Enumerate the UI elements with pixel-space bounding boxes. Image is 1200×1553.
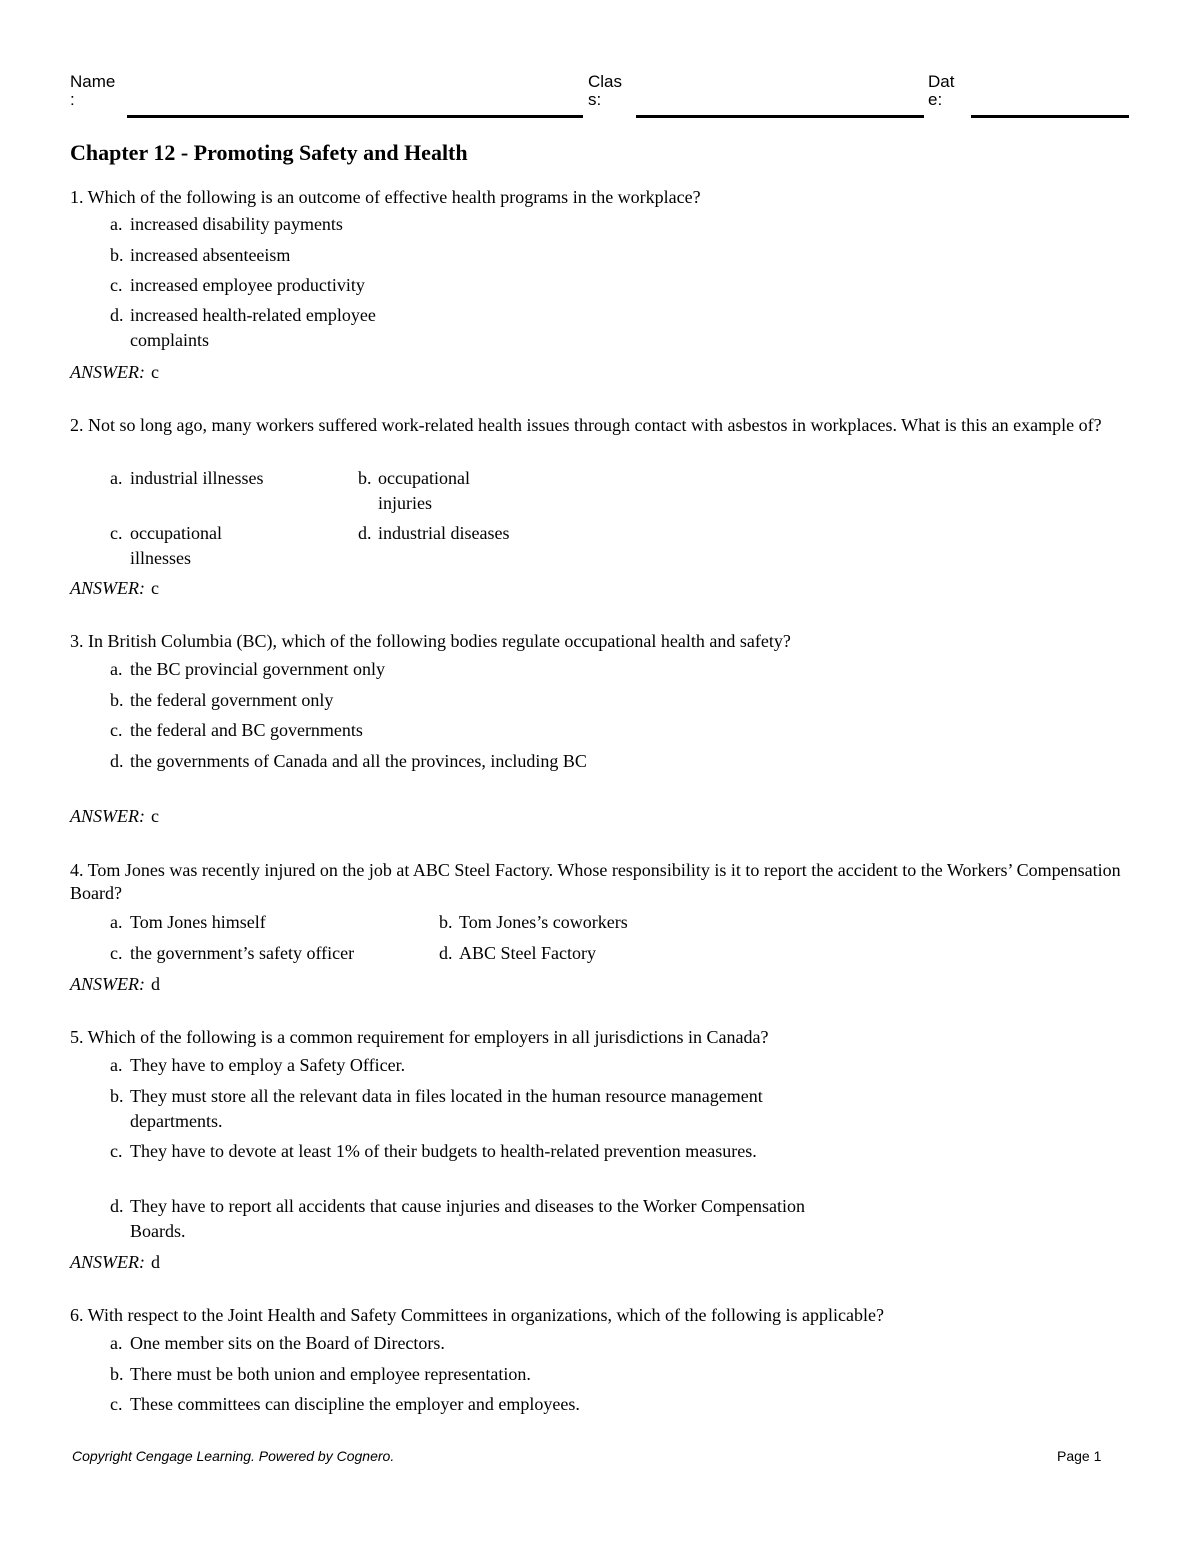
- question-stem: 4. Tom Jones was recently injured on the job at ABC Steel Factory. Whose responsibility is it to report the accident to the Workers’ Compensation Board?: [70, 860, 1121, 903]
- option-a: a. They have to employ a Safety Officer.: [110, 1055, 406, 1075]
- option-c: c. They have to devote at least 1% of their budgets to health-related prevention measures.: [110, 1141, 757, 1161]
- option-d: d. increased health-related employee complaints: [110, 305, 376, 350]
- option-c: c. increased employee productivity: [110, 275, 365, 295]
- option-b: b. increased absenteeism: [110, 245, 291, 265]
- answer: ANSWER: c: [70, 362, 159, 382]
- question-stem: 3. In British Columbia (BC), which of the following bodies regulate occupational health and safety?: [70, 631, 791, 651]
- answer: ANSWER: d: [70, 974, 160, 994]
- option-b: b. occupational injuries: [358, 468, 470, 513]
- option-a: a. One member sits on the Board of Directors.: [110, 1333, 445, 1353]
- question-stem: 6. With respect to the Joint Health and Safety Committees in organizations, which of the following is applicable?: [70, 1305, 884, 1325]
- answer: ANSWER: c: [70, 806, 159, 826]
- option-a: a. industrial illnesses: [110, 468, 264, 488]
- copyright-notice: Copyright Cengage Learning. Powered by Cognero.: [72, 1448, 395, 1464]
- option-b: b. the federal government only: [110, 690, 334, 710]
- date-field[interactable]: [971, 115, 1129, 118]
- answer: ANSWER: d: [70, 1252, 160, 1272]
- option-d: d. the governments of Canada and all the provinces, including BC: [110, 751, 587, 771]
- option-b: b. There must be both union and employee representation.: [110, 1364, 531, 1384]
- option-b: b. Tom Jones’s coworkers: [439, 912, 628, 932]
- option-a: a. Tom Jones himself: [110, 912, 266, 932]
- option-a: a. increased disability payments: [110, 214, 343, 234]
- question-stem: 1. Which of the following is an outcome of effective health programs in the workplace?: [70, 187, 701, 207]
- option-d: d. industrial diseases: [358, 523, 510, 543]
- option-c: c. These committees can discipline the employer and employees.: [110, 1394, 580, 1414]
- option-a: a. the BC provincial government only: [110, 659, 385, 679]
- question-stem: 2. Not so long ago, many workers suffered work-related health issues through contact with asbestos in workplaces. What is this an example of?: [70, 415, 1102, 435]
- option-c: c. occupational illnesses: [110, 523, 222, 568]
- class-field[interactable]: [636, 115, 924, 118]
- option-d: d. They have to report all accidents that cause injuries and diseases to the Worker Compensation Boards.: [110, 1196, 806, 1241]
- option-c: c. the federal and BC governments: [110, 720, 363, 740]
- question-stem: 5. Which of the following is a common requirement for employers in all jurisdictions in Canada?: [70, 1027, 769, 1047]
- option-d: d. ABC Steel Factory: [439, 943, 596, 963]
- page-title: Chapter 12 - Promoting Safety and Health: [70, 140, 468, 165]
- name-field[interactable]: [127, 115, 583, 118]
- answer: ANSWER: c: [70, 578, 159, 598]
- date-label: Dat e:: [928, 72, 955, 109]
- option-b: b. They must store all the relevant data in files located in the human resource management departments.: [110, 1086, 763, 1131]
- class-label: Clas s:: [588, 72, 623, 109]
- option-c: c. the government’s safety officer: [110, 943, 355, 963]
- page-number: Page 1: [1057, 1448, 1102, 1464]
- name-label: Name :: [70, 72, 116, 109]
